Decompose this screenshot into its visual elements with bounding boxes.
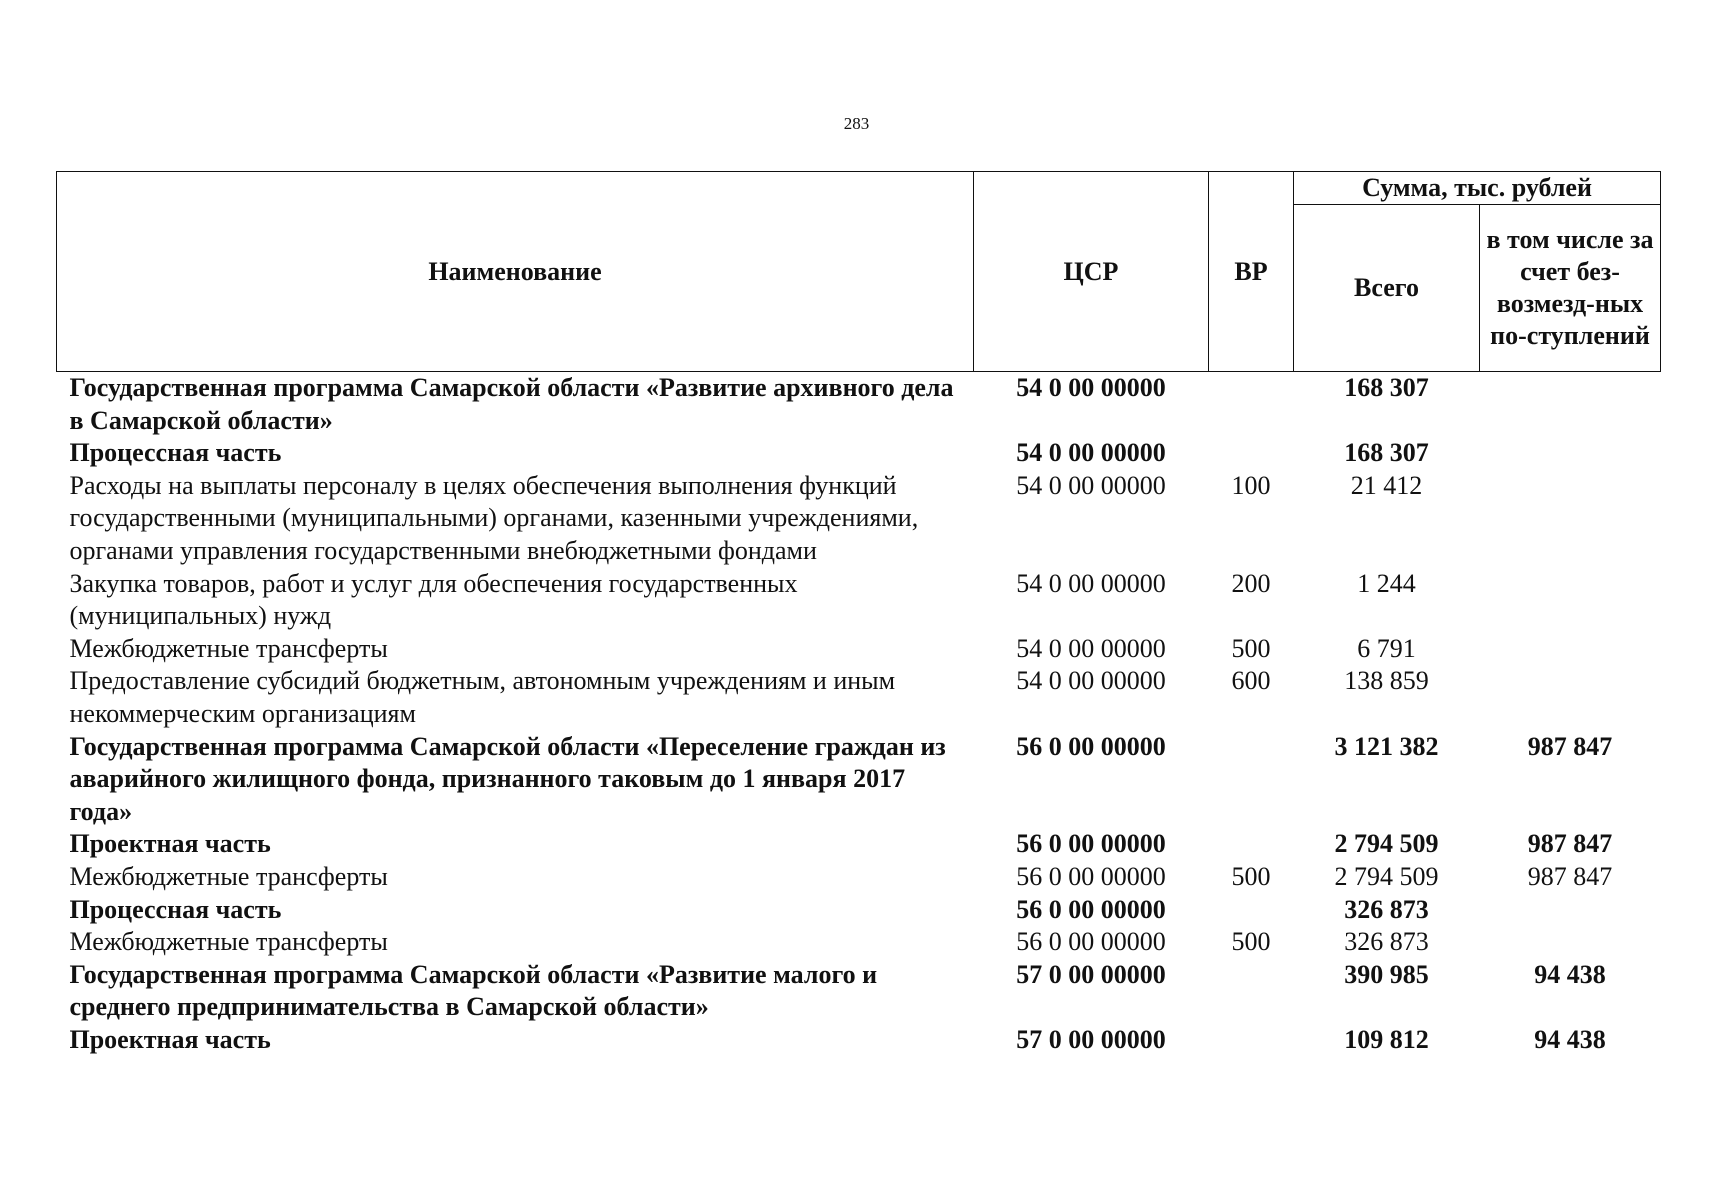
header-total: Всего xyxy=(1294,205,1480,372)
table-row xyxy=(57,665,1661,730)
row-vr: 500 xyxy=(1231,861,1271,891)
row-total: 109 812 xyxy=(1344,1024,1429,1054)
table-header xyxy=(57,172,1661,372)
row-name: Государственная программа Самарской области «Развитие архивного дела в Самарской области» xyxy=(69,373,954,435)
row-name: Процессная часть xyxy=(69,438,282,468)
header-csr: ЦСР xyxy=(974,172,1209,372)
row-csr: 56 0 00 00000 xyxy=(1016,861,1166,891)
row-free: 94 438 xyxy=(1534,1024,1606,1054)
row-name: Проектная часть xyxy=(69,1024,271,1054)
row-csr: 56 0 00 00000 xyxy=(1016,731,1166,761)
table-row xyxy=(57,959,1661,1024)
row-vr: 100 xyxy=(1231,470,1271,500)
row-name: Межбюджетные трансферты xyxy=(69,861,388,891)
row-name: Государственная программа Самарской области «Переселение граждан из аварийного жилищного фонда, признанного таковым до 1 января 2017 года» xyxy=(69,731,946,826)
table-row xyxy=(57,731,1661,829)
row-total: 21 412 xyxy=(1350,470,1423,500)
row-csr: 57 0 00 00000 xyxy=(1016,959,1166,989)
row-name: Закупка товаров, работ и услуг для обеспечения государственных (муниципальных) нужд xyxy=(69,568,798,631)
table-row xyxy=(57,372,1661,438)
row-free xyxy=(1480,894,1661,927)
row-free xyxy=(1480,926,1661,959)
row-csr: 56 0 00 00000 xyxy=(1016,894,1166,924)
table-row xyxy=(57,470,1661,568)
row-total: 1 244 xyxy=(1357,568,1416,598)
row-free: 94 438 xyxy=(1534,959,1606,989)
row-total: 138 859 xyxy=(1344,666,1429,696)
row-csr: 54 0 00 00000 xyxy=(1016,568,1166,598)
table-row xyxy=(57,894,1661,927)
row-csr: 54 0 00 00000 xyxy=(1016,438,1166,468)
row-free: 987 847 xyxy=(1527,861,1613,891)
row-name: Проектная часть xyxy=(69,829,271,859)
row-free: 987 847 xyxy=(1527,731,1613,761)
row-vr xyxy=(1209,1024,1294,1057)
table-row xyxy=(57,568,1661,633)
row-name: Предоставление субсидий бюджетным, автономным учреждениям и иным некоммерческим организациям xyxy=(69,666,896,728)
row-csr: 54 0 00 00000 xyxy=(1016,633,1166,663)
row-csr: 56 0 00 00000 xyxy=(1016,829,1166,859)
row-free: 987 847 xyxy=(1527,829,1613,859)
row-free xyxy=(1480,633,1661,666)
row-csr: 57 0 00 00000 xyxy=(1016,1024,1166,1054)
row-vr xyxy=(1209,731,1294,829)
table-body xyxy=(57,372,1661,1057)
row-vr xyxy=(1209,372,1294,438)
header-sum: Сумма, тыс. рублей xyxy=(1294,172,1661,205)
header-name: Наименование xyxy=(57,172,974,372)
row-csr: 54 0 00 00000 xyxy=(1016,666,1166,696)
row-name: Межбюджетные трансферты xyxy=(69,927,388,957)
table-row xyxy=(57,926,1661,959)
row-total: 2 794 509 xyxy=(1334,861,1439,891)
row-free xyxy=(1480,568,1661,633)
row-total: 168 307 xyxy=(1344,373,1429,402)
row-vr: 500 xyxy=(1231,633,1271,663)
row-vr: 500 xyxy=(1231,927,1271,957)
row-free xyxy=(1480,470,1661,568)
row-total: 390 985 xyxy=(1344,959,1429,989)
row-name: Межбюджетные трансферты xyxy=(69,633,388,663)
row-vr xyxy=(1209,894,1294,927)
row-free xyxy=(1480,437,1661,470)
row-total: 168 307 xyxy=(1344,438,1429,468)
row-name: Расходы на выплаты персоналу в целях обеспечения выполнения функций государственными (муниципальными) органами, казенными учреждениями, органами управления государственными внебюджетными фондами xyxy=(69,470,919,565)
table-row xyxy=(57,1024,1661,1057)
row-csr: 54 0 00 00000 xyxy=(1016,373,1166,402)
row-total: 326 873 xyxy=(1344,927,1429,957)
row-total: 6 791 xyxy=(1357,633,1416,663)
row-name: Процессная часть xyxy=(69,894,282,924)
table-row xyxy=(57,437,1661,470)
row-free xyxy=(1480,372,1661,438)
table-row xyxy=(57,828,1661,861)
row-vr xyxy=(1209,437,1294,470)
header-free: в том числе за счет без-возмезд-ных по-ступлений xyxy=(1480,205,1661,372)
table-row xyxy=(57,633,1661,666)
row-name: Государственная программа Самарской области «Развитие малого и среднего предпринимательства в Самарской области» xyxy=(69,959,878,1022)
row-total: 2 794 509 xyxy=(1334,829,1439,859)
budget-table xyxy=(56,171,1661,1056)
row-csr: 56 0 00 00000 xyxy=(1016,927,1166,957)
row-free xyxy=(1480,665,1661,730)
row-vr: 200 xyxy=(1231,568,1271,598)
table-row xyxy=(57,861,1661,894)
row-total: 326 873 xyxy=(1344,894,1429,924)
row-total: 3 121 382 xyxy=(1334,731,1439,761)
header-vr: ВР xyxy=(1209,172,1294,372)
row-vr xyxy=(1209,959,1294,1024)
row-vr: 600 xyxy=(1231,666,1271,696)
row-vr xyxy=(1209,828,1294,861)
row-csr: 54 0 00 00000 xyxy=(1016,470,1166,500)
page-number: 283 xyxy=(843,114,870,133)
